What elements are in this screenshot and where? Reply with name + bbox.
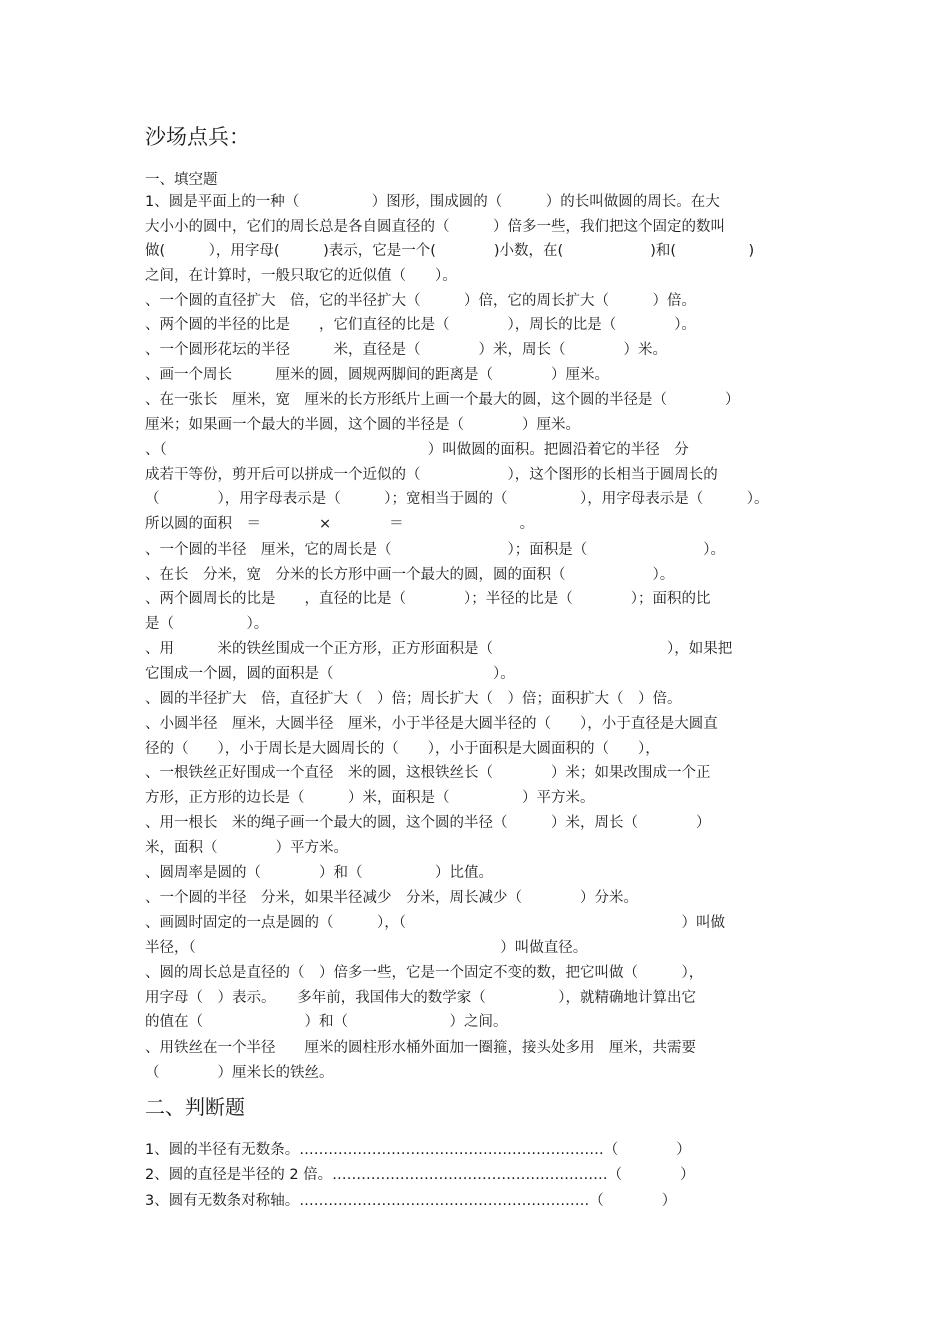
question-line: 、一个圆的直径扩大 倍，它的半径扩大（ ）倍，它的周长扩大（ ）倍。 (145, 293, 696, 309)
question-line: 、圆的周长总是直径的（ ）倍多一些，它是一个固定不变的数，把它叫做（ ）， (145, 965, 704, 981)
question-line: 、一个圆的半径 厘米，它的周长是（ ）；面积是（ ）。 (145, 542, 725, 558)
section-heading-fill-in: 一、填空题 (145, 172, 218, 188)
question-line: 、用一根长 米的绳子画一个最大的圆，这个圆的半径（ ）米，周长（ ） (145, 815, 711, 831)
question-item (145, 811, 810, 860)
question-item (145, 313, 810, 338)
question-line: 、两个圆周长的比是 ，直径的比是（ ）；半径的比是（ ）；面积的比 (145, 591, 711, 607)
question-line: 、一个圆的半径 分米，如果半径减少 分米，周长减少（ ）分米。 (145, 890, 638, 906)
question-line: 方形，正方形的边长是（ ）米，面积是（ ）平方米。 (145, 789, 595, 806)
true-false-item: 2、圆的直径是半径的 2 倍。…………………………………………………（ ） (145, 1167, 695, 1183)
question-item (145, 637, 810, 686)
question-line: 之间，在计算时，一般只取它的近似值（ ）。 (145, 268, 457, 285)
question-line: 、画一个周长 厘米的圆，圆规两脚间的距离是（ ）厘米。 (145, 367, 609, 383)
question-item (145, 587, 810, 636)
question-item (145, 363, 810, 388)
question-line: 、一个圆形花坛的半径 米，直径是（ ）米，周长（ ）米。 (145, 342, 667, 358)
question-line: 大小小的圆中，它们的周长总是各自圆直径的（ ）倍多一些，我们把这个固定的数叫 (145, 218, 725, 235)
question-item (145, 886, 810, 911)
question-line: 、（ ）叫做圆的面积。把圆沿着它的半径 分 (145, 442, 689, 458)
question-item (145, 861, 810, 886)
question-item (145, 438, 810, 537)
question-line: 、两个圆的半径的比是 ，它们直径的比是（ ），周长的比是（ ）。 (145, 317, 696, 333)
page-title: 沙场点兵： (145, 125, 250, 149)
question-item (145, 761, 810, 810)
question-line: 所以圆的面积 ＝ × ＝ 。 (145, 516, 535, 533)
question-item (145, 388, 810, 437)
question-line: （ ）厘米长的铁丝。 (145, 1064, 334, 1081)
question-line: 是（ ）。 (145, 615, 269, 632)
question-line: 的值在（ ）和（ ）之间。 (145, 1014, 508, 1031)
section-heading-true-false: 二、判断题 (145, 1095, 245, 1119)
question-item (145, 687, 810, 712)
question-line: 1、圆是平面上的一种（ ）图形，围成圆的（ ）的长叫做圆的周长。在大 (145, 194, 720, 210)
question-line: 、在一张长 厘米，宽 厘米的长方形纸片上画一个最大的圆，这个圆的半径是（ ） (145, 392, 740, 408)
question-item (145, 190, 810, 289)
question-line: 、圆周率是圆的（ ）和（ ）比值。 (145, 865, 493, 881)
question-item (145, 1036, 810, 1085)
question-line: （ ），用字母表示是（ ）；宽相当于圆的（ ），用字母表示是（ ）。 (145, 491, 769, 508)
question-line: 、小圆半径 厘米，大圆半径 厘米，小于半径是大圆半径的（ ），小于直径是大圆直 (145, 716, 718, 732)
question-line: 成若干等份，剪开后可以拼成一个近似的（ ），这个图形的长相当于圆周长的 (145, 466, 718, 483)
question-line: 它围成一个圆，圆的面积是（ ）。 (145, 665, 515, 682)
question-line: 米，面积（ ）平方米。 (145, 839, 348, 856)
question-line: 径的（ ），小于周长是大圆周长的（ ），小于面积是大圆面积的（ ）， (145, 740, 660, 757)
question-line: 、画圆时固定的一点是圆的（ ），（ ）叫做 (145, 915, 725, 931)
question-item (145, 911, 810, 960)
question-line: 、用铁丝在一个半径 厘米的圆柱形水桶外面加一圈箍，接头处多用 厘米，共需要 (145, 1040, 696, 1056)
question-line: 厘米；如果画一个最大的半圆，这个圆的半径是（ ）厘米。 (145, 416, 580, 433)
question-item (145, 289, 810, 314)
true-false-item: 1、圆的半径有无数条。………………………………………………………（ ） (145, 1142, 691, 1158)
question-line: 、一根铁丝正好围成一个直径 米的圆，这根铁丝长（ ）米；如果改围成一个正 (145, 765, 711, 781)
true-false-item: 3、圆有无数条对称轴。……………………………………………………（ ） (145, 1193, 677, 1209)
question-item (145, 563, 810, 588)
question-line: 、圆的半径扩大 倍，直径扩大（ ）倍；周长扩大（ ）倍；面积扩大（ ）倍。 (145, 691, 682, 707)
question-line: 、在长 分米，宽 分米的长方形中画一个最大的圆，圆的面积（ ）。 (145, 567, 675, 583)
question-item (145, 538, 810, 563)
question-item (145, 338, 810, 363)
question-item (145, 712, 810, 761)
question-item (145, 961, 810, 1035)
question-line: 、用 米的铁丝围成一个正方形，正方形面积是（ ），如果把 (145, 641, 733, 657)
question-line: 用字母（ ）表示。 多年前，我国伟大的数学家（ ），就精确地计算出它 (145, 989, 696, 1006)
question-line: 做( ），用字母( )表示，它是一个( )小数，在( )和( ) (145, 243, 755, 260)
question-line: 半径，（ ）叫做直径。 (145, 939, 588, 956)
